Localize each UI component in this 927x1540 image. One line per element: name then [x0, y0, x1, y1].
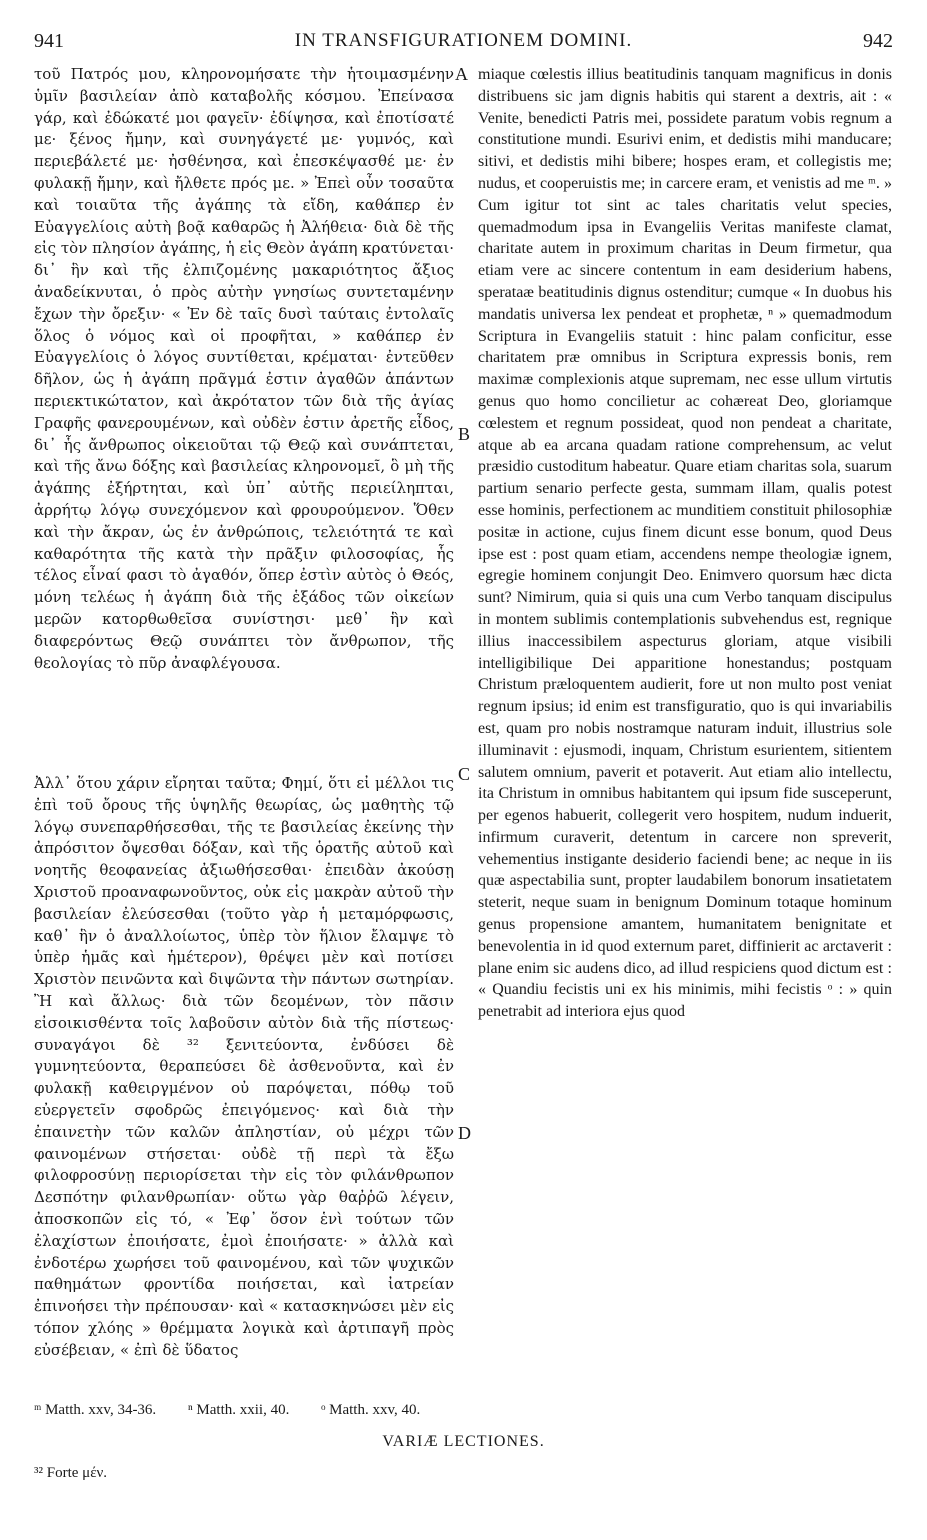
greek-paragraph-2: Ἀλλ᾽ ὅτου χάριν εἴρηται ταῦτα; Φημί, ὅτι εἰ μέλλοι τις ἐπὶ τοῦ ὄρους τῆς ὑψηλῆς θεωρίας, ὡς μαθητὴς τῷ λόγῳ συνεπαρθήσεσθαι, τῆς τε βασιλείας ἐκείνης τὴν ἀπρόσιτον ὄψεσθαι δόξαν, καὶ τῆς ὁρατῆς αὐτοῦ καὶ νοητῆς θεοφανείας ἀξιωθήσεσθαι· ἐπειδὰν ἀκούσῃ Χριστοῦ προαναφωνοῦντος, οὐκ εἰς μακρὰν αὐτοῦ τὴν βασιλείαν ἐλεύσεσθαι (τοῦτο γὰρ ἡ μεταμόρφωσις, καθ᾽ ἣν ὁ ἀναλλοίωτος, ὑπὲρ τὸν ἥλιον ἔλαμψε τὸ ὑπὲρ ἡμᾶς καὶ ἡμέτερον), θρέψει μὲν καὶ ποτίσει Χριστὸν πεινῶντα καὶ διψῶντα τὴν πάντων σωτηρίαν. Ἢ καὶ ἄλλως· διὰ τῶν δεομένων, τὸν πᾶσιν εἰσοικισθέντα τοῖς λαβοῦσιν αὐτὸν διὰ τῆς πίστεως· συναγάγοι δὲ ³² ξενιτεύοντα, ἐνδύσει δὲ γυμνητεύοντα, θεραπεύσει δὲ ἀσθενοῦντα, καὶ ἐν φυλακῇ καθειργμένον οὐ παρόψεται, πόθῳ τοῦ εὐεργετεῖν σφοδρῶς ἐπειγόμενος· καὶ διὰ τὴν ἐπαινετὴν τῶν καλῶν ἀπληστίαν, οὐ μέχρι τῶν φαινομένων στήσεται· οὐδὲ τῇ περὶ τὰ ἔξω φιλοφροσύνῃ περιορίσεται τὴν εἰς τὸν φιλάνθρωπον Δεσπότην φιλανθρωπίαν· οὕτω γὰρ θαῤῥῶ λέγειν, ἀποσκοπῶν εἰς τό, « Ἐφ᾽ ὅσον ἑνὶ τούτων τῶν ἐλαχίστων ἐποιήσατε, ἐμοὶ ἐποιήσατε· » ἀλλὰ καὶ ἐνδοτέρω χωρήσει τοῦ φαινομένου, καὶ τῶν ψυχικῶν παθημάτων φροντίδα ποιήσεται, καὶ ἰατρείαν ἐπινοήσει τὴν πρέπουσαν· καὶ « κατασκηνώσει μὲν εἰς τόπον χλόης » θρέμματα λογικὰ καὶ ἀρτιπαγῆ πρὸς εὐσέβειαν, « ἐπὶ δὲ ὕδατος	[34, 774, 454, 1359]
variae-lectiones-heading: VARIÆ LECTIONES.	[382, 1433, 545, 1450]
page-number-right: 942	[863, 30, 893, 52]
margin-letter-d: D	[458, 1123, 471, 1143]
latin-column-text: miaque cœlestis illius beatitudinis tanquam magnificus in donis distribuens sic jam dignis habitis qui starent a dextris, ait : « Venite, benedicti Patris mei, possidete paratum vobis regnum a constitutione mundi. Esurivi enim, et dedistis mihi manducare; sitivi, et dedistis mihi bibere; hospes eram, et collegistis me; nudus, et cooperuistis me; in carcere eram, et venistis ad me ᵐ. » Cum igitur tot sint ac tales charitatis velut species, quemadmodum ipsa in Evangeliis Veritas manifeste clamat, charitate autem in proximum charitas in Deum firmetur, qua etiam vere ac sincere contentum in eam desiderium habens, sperataæ beatitudinis dignus ostenditur; cumque « In duobus his mandatis universa lex pendeat et prophetæ, ⁿ » quemadmodum Scriptura in Evangeliis statuit : hinc palam conficitur, esse charitatem præ omnibus in Scriptura expressis bonis, rem maximæ complexionis atque supremam, nec esse ullum virtutis genus quo homo concilietur ac cohæreat Deo, gloriamque cœlestem et regnum possideat, quod non pendeat a charitate, atque ab ea arcana quadam ratione comprehensum, ac velut præsidio custoditum habeatur. Quare etiam charitas sola, suarum partium senario perfecte gesta, summam illam, qualis potest esse hominis, perfectionem ac munditiem constituit philosophiæ positæ in actione, cujus finem dicunt esse bonum, quod Deus ipse est : post quam etiam, accendens nempe theologiæ ignem, egregie hominem conjungit Deo. Enimvero quorsum hæc dicta sunt? Nimirum, quia si quis una cum Verbo tanquam discipulus in montem sublimis contemplationis subvehendus est, regnique illius inaccessibilem aspecturus gloriam, atque visibili intelligibilique Dei apparitione honestandus; postquam Christum præloquentem audierit, fore ut non multo post veniat regnum ipsius; id enim est transfiguratio, quo is qui invariabilis est, quam pro nobis nostramque naturam induit, illustrius sole illuminavit : ejusmodi, inquam, Christum esurientem, sitientem salutem omnium, paverit et potaverit. Aut etiam alio intellectu, ita Christum in omnibus habitantem qui ipsum fide susceperunt, per egenos habuerit, collegerit vero hospitem, nudum induerit, infirmum curaverit, detentum in carcere non spreverit, vehementius instigante desiderio faciendi bene; ac neque in iis quæ aspectabilia sunt, propter laudabilem bonorum insatietatem steterit, neque suam in benignum Dominum totaque hominum genus propensione amantem, humanitatem benignitate et benevolentia in id quod externum paret, diffinierit ac arctaverit : plane enim sic audens dico, ad illud respiciens quod dictum est : « Quandiu fecistis uni ex his minimis, mihi fecistis ᵒ : » quin penetrabit ad interiora ejus quod	[478, 66, 892, 1021]
footnote-m: ᵐ Matth. xxv, 34-36.	[34, 1402, 157, 1418]
footnotes	[34, 1402, 894, 1419]
page-number-left: 941	[34, 30, 64, 52]
greek-paragraph-1: τοῦ Πατρός μου, κληρονομήσατε τὴν ἡτοιμασμένην ὑμῖν βασιλείαν ἀπὸ καταβολῆς κόσμου. Ἐπείνασα γάρ, καὶ ἐδώκατέ μοι φαγεῖν· ἐδίψησα, καὶ ἐποτίσατέ με· ξένος ἤμην, καὶ συνηγάγετέ με· γυμνός, καὶ περιεβάλετέ με· ἠσθένησα, καὶ ἐπεσκέψασθέ με· ἐν φυλακῇ ἤμην, καὶ ἤλθετε πρός με. » Ἐπεὶ οὖν τοσαῦτα καὶ τοιαῦτα τῆς ἀγάπης τὰ εἴδη, καθάπερ ἐν Εὐαγγελίοις αὐτὴ βοᾷ καθαρῶς ἡ Ἀλήθεια· διὰ δὲ τῆς εἰς τὸν πλησίον ἀγάπης, ἡ εἰς Θεὸν ἀγάπη κρατύνεται· δι᾽ ἣν καὶ τῆς ἐλπιζομένης μακαριότητος ἄξιος ἀναδείκνυται, ὁ πρὸς αὐτὴν γνησίως συντεταμένην ἔχων τὴν ὄρεξιν· « Ἐν δὲ ταῖς δυσὶ ταύταις ἐντολαῖς ὅλος ὁ νόμος καὶ οἱ προφῆται, » καθάπερ ἐν Εὐαγγελίοις ὁ λόγος συντίθεται, κρέμαται· ἐντεῦθεν δῆλον, ὡς ἡ ἀγάπη πρᾶγμά ἐστιν ἀγαθῶν ἁπάντων περιεκτικώτατον, καὶ ἀκρότατον τῶν διὰ τῆς ἁγίας Γραφῆς φανερουμένων, καὶ οὐδὲν ἐστιν ἀρετῆς εἶδος, δι᾽ ἧς ἄνθρωπος οἰκειοῦται τῷ Θεῷ καὶ συνάπτεται, καὶ τῆς ἄνω δόξης καὶ βασιλείας κληρονομεῖ, ὃ μὴ τῆς ἀγάπης ἐξήρτηται, καὶ ὑπ᾽ αὐτῆς περιείληπται, ἀρρήτῳ λόγῳ συνεχόμενον καὶ φρουρούμενον. Ὅθεν καὶ τὴν ἄκραν, ὡς ἐν ἀνθρώποις, τελειότητά τε καὶ καθαρότητα τῆς κατὰ τὴν πρᾶξιν φιλοσοφίας, ἧς τέλος εἶναί φασι τὸ ἀγαθόν, ὅπερ ἐστὶν αὐτὸς ὁ Θεός, μόνη τελέως ἡ ἀγάπη διὰ τῆς ἑξάδος τῶν οἰκείων μερῶν κατορθωθεῖσα συνίστησι· μεθ᾽ ἣν καὶ διαφερόντως Θεῷ συνάπτει τὸν ἄνθρωπον, τῆς θεολογίας τὸ πῦρ ἀναφλέγουσα.	[34, 65, 454, 672]
variant-note: ³² Forte μέν.	[34, 1465, 108, 1481]
running-title: IN TRANSFIGURATIONEM DOMINI.	[294, 30, 633, 51]
footnote-o: ᵒ Matth. xxv, 40.	[321, 1402, 421, 1418]
margin-letter-c: C	[458, 764, 471, 784]
footnote-n: ⁿ Matth. xxii, 40.	[187, 1402, 290, 1418]
margin-letter-b: B	[458, 424, 471, 444]
margin-letter-a: A	[455, 64, 468, 84]
page-header	[0, 30, 927, 60]
